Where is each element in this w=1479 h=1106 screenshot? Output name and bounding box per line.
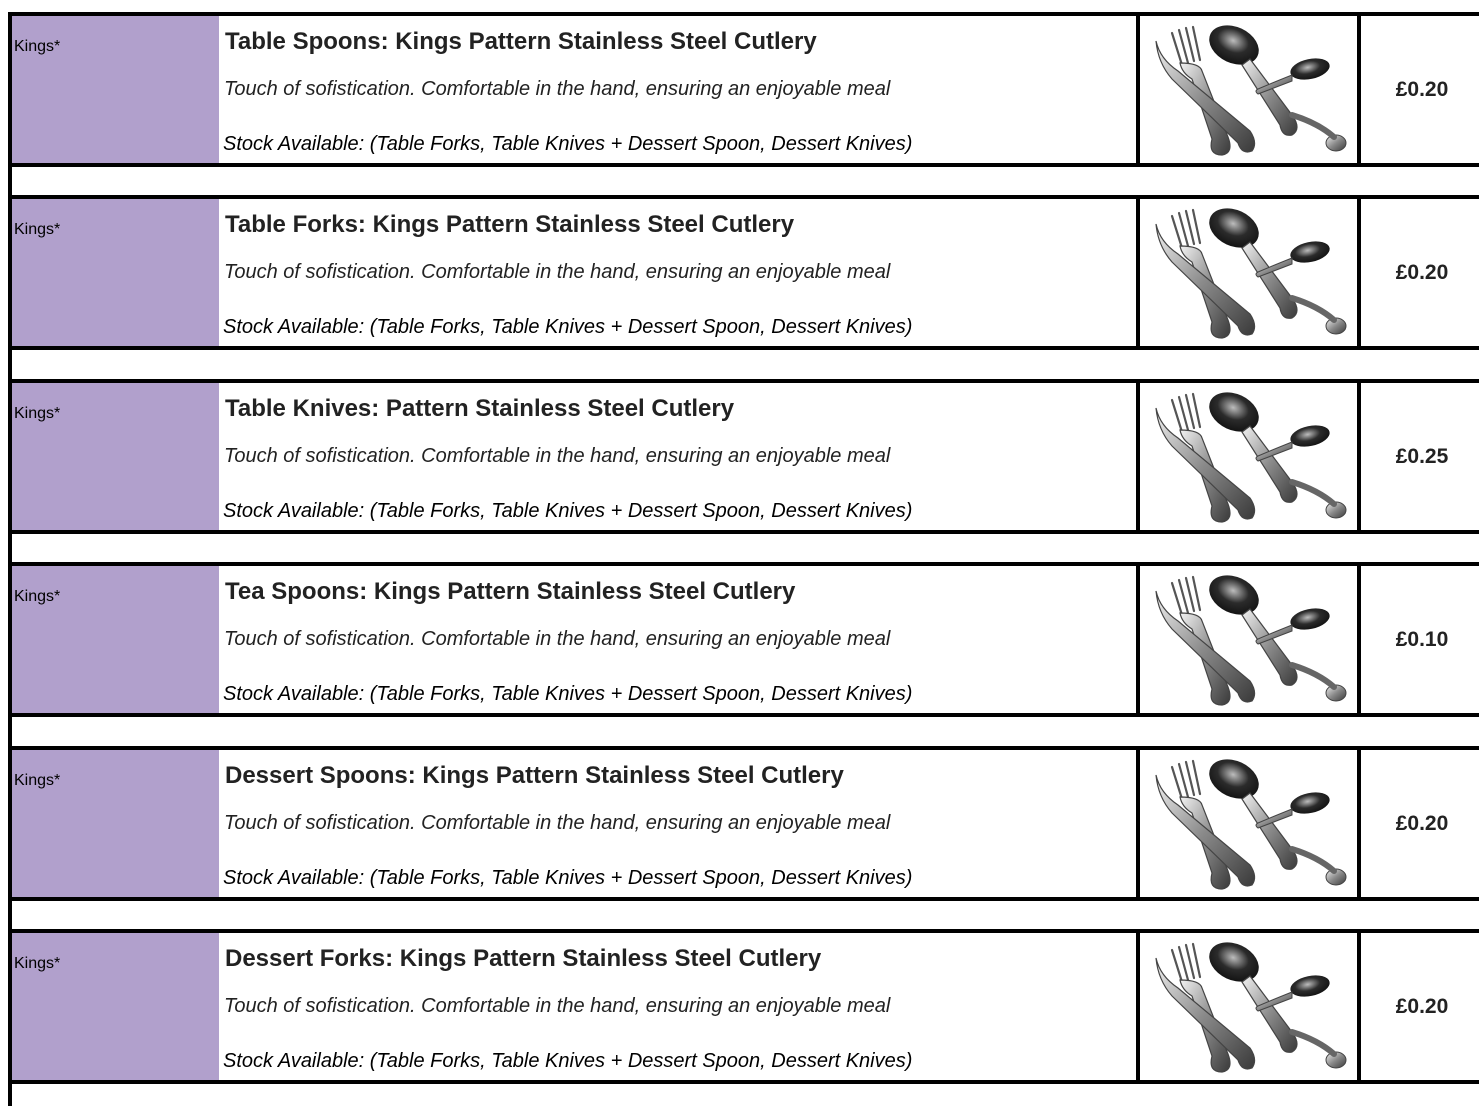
category-label: Kings* [14,38,61,55]
category-cell [12,383,219,530]
product-title: Dessert Spoons: Kings Pattern Stainless Steel Cutlery [225,762,844,789]
product-tagline: Touch of sofistication. Comfortable in the hand, ensuring an enjoyable meal [224,995,891,1017]
category-label: Kings* [14,955,61,972]
stock-available-note: Stock Available: (Table Forks, Table Knives + Dessert Spoon, Dessert Knives) [223,683,913,705]
price-cell: £0.25 [1395,444,1449,468]
description-cell [219,566,1136,713]
product-title: Tea Spoons: Kings Pattern Stainless Steel Cutlery [225,578,796,605]
product-tagline: Touch of sofistication. Comfortable in the hand, ensuring an enjoyable meal [224,812,891,834]
category-label: Kings* [14,405,61,422]
category-cell [12,933,219,1080]
category-label: Kings* [14,772,61,789]
product-title: Table Forks: Kings Pattern Stainless Steel Cutlery [225,211,795,238]
stock-available-note: Stock Available: (Table Forks, Table Knives + Dessert Spoon, Dessert Knives) [223,133,913,155]
category-cell [12,750,219,897]
stock-available-note: Stock Available: (Table Forks, Table Knives + Dessert Spoon, Dessert Knives) [223,316,913,338]
price-cell: £0.10 [1395,627,1449,651]
product-tagline: Touch of sofistication. Comfortable in the hand, ensuring an enjoyable meal [224,628,891,650]
product-image-cell [1140,199,1350,346]
category-cell [12,199,219,346]
product-title: Dessert Forks: Kings Pattern Stainless Steel Cutlery [225,945,822,972]
product-row [8,562,1479,717]
stock-available-note: Stock Available: (Table Forks, Table Knives + Dessert Spoon, Dessert Knives) [223,867,913,889]
product-title: Table Spoons: Kings Pattern Stainless Steel Cutlery [225,28,817,55]
product-image-cell [1140,933,1350,1080]
product-image-cell [1140,566,1350,713]
category-label: Kings* [14,221,61,238]
product-image-cell [1140,750,1350,897]
price-cell: £0.20 [1395,994,1449,1018]
category-cell [12,16,219,163]
category-cell [12,566,219,713]
product-image-cell [1140,16,1350,163]
price-cell: £0.20 [1395,260,1449,284]
stock-available-note: Stock Available: (Table Forks, Table Knives + Dessert Spoon, Dessert Knives) [223,500,913,522]
product-row [8,746,1479,901]
description-cell [219,383,1136,530]
price-cell: £0.20 [1395,811,1449,835]
product-row [8,929,1479,1084]
product-tagline: Touch of sofistication. Comfortable in the hand, ensuring an enjoyable meal [224,78,891,100]
stock-available-note: Stock Available: (Table Forks, Table Knives + Dessert Spoon, Dessert Knives) [223,1050,913,1072]
product-row [8,379,1479,534]
description-cell [219,199,1136,346]
product-row [8,195,1479,350]
product-row [8,12,1479,167]
description-cell [219,750,1136,897]
product-title: Table Knives: Pattern Stainless Steel Cutlery [225,395,735,422]
price-cell: £0.20 [1395,77,1449,101]
description-cell [219,933,1136,1080]
product-tagline: Touch of sofistication. Comfortable in the hand, ensuring an enjoyable meal [224,445,891,467]
product-tagline: Touch of sofistication. Comfortable in the hand, ensuring an enjoyable meal [224,261,891,283]
product-image-cell [1140,383,1350,530]
category-label: Kings* [14,588,61,605]
description-cell [219,16,1136,163]
